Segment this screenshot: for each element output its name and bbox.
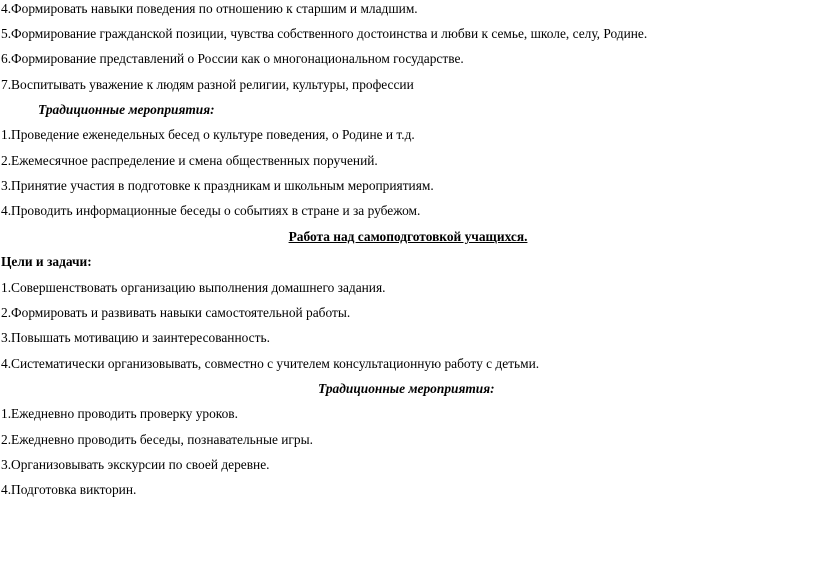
- event-item-1: 1.Проведение еженедельных бесед о культуре поведения, о Родине и т.д.: [1, 127, 415, 142]
- goal-item-5: 5.Формирование гражданской позиции, чувства собственного достоинства и любви к семье, школе, селу, Родине.: [1, 26, 648, 41]
- self-study-event-3: 3.Организовывать экскурсии по своей деревне.: [1, 457, 270, 472]
- self-study-goal-3: 3.Повышать мотивацию и заинтересованность.: [1, 330, 270, 345]
- goals-heading: Цели и задачи:: [1, 254, 92, 269]
- self-study-event-4: 4.Подготовка викторин.: [1, 482, 137, 497]
- self-study-event-2: 2.Ежедневно проводить беседы, познавательные игры.: [1, 432, 313, 447]
- goal-item-6: 6.Формирование представлений о России как о многонациональном государстве.: [1, 51, 464, 66]
- events-heading-2: Традиционные мероприятия:: [318, 381, 495, 396]
- self-study-goal-4: 4.Систематически организовывать, совместно с учителем консультационную работу с детьми.: [1, 356, 540, 371]
- self-study-goal-1: 1.Совершенствовать организацию выполнения домашнего задания.: [1, 280, 386, 295]
- event-item-4: 4.Проводить информационные беседы о событиях в стране и за рубежом.: [1, 203, 421, 218]
- goal-item-7: 7.Воспитывать уважение к людям разной религии, культуры, профессии: [1, 77, 414, 92]
- self-study-event-1: 1.Ежедневно проводить проверку уроков.: [1, 406, 238, 421]
- events-heading-1: Традиционные мероприятия:: [38, 102, 215, 117]
- event-item-2: 2.Ежемесячное распределение и смена общественных поручений.: [1, 153, 378, 168]
- event-item-3: 3.Принятие участия в подготовке к праздникам и школьным мероприятиям.: [1, 178, 434, 193]
- self-study-goal-2: 2.Формировать и развивать навыки самостоятельной работы.: [1, 305, 351, 320]
- section-title: Работа над самоподготовкой учащихся.: [288, 229, 528, 244]
- goal-item-4: 4.Формировать навыки поведения по отношению к старшим и младшим.: [1, 1, 418, 16]
